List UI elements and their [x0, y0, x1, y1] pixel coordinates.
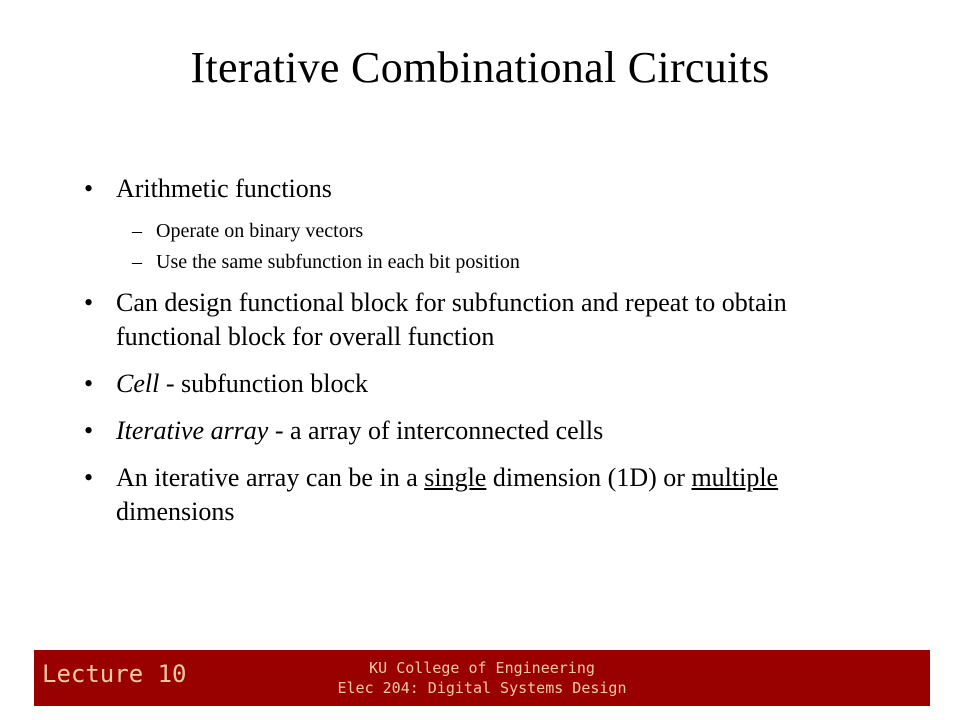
bullet-text: An iterative array can be in a — [116, 463, 425, 492]
bullet-iterative-array — [82, 414, 882, 448]
bullet-text: dimensions — [116, 497, 235, 526]
bullet-text: - subfunction block — [159, 369, 369, 398]
bullet-list — [82, 172, 882, 542]
sub-bullet-list — [82, 217, 882, 276]
footer-bar — [34, 650, 930, 706]
bullet-glyph: • — [84, 369, 94, 398]
bullet-text: - a array of interconnected cells — [268, 416, 604, 445]
bullet-cell — [82, 367, 882, 401]
bullet-glyph: • — [84, 288, 94, 317]
bullet-glyph: • — [84, 416, 94, 445]
dash-glyph: – — [132, 220, 142, 242]
dash-glyph: – — [132, 251, 142, 273]
lecture-label: Lecture 10 — [42, 660, 187, 688]
footer-course-info — [34, 658, 930, 698]
underlined-multiple: multiple — [691, 463, 779, 492]
bullet-glyph: • — [84, 174, 94, 203]
sub-bullet-same-subfunction — [82, 248, 882, 276]
sub-bullet-text: Use the same subfunction in each bit position — [156, 251, 520, 273]
bullet-text: dimension (1D) or — [486, 463, 692, 492]
bullet-text: Arithmetic functions — [116, 174, 332, 203]
underlined-single: single — [424, 463, 487, 492]
slide-title: Iterative Combinational Circuits — [190, 43, 770, 92]
bullet-glyph: • — [84, 463, 94, 492]
sub-bullet-binary-vectors — [82, 217, 882, 245]
term-iterative-array: Iterative array — [116, 416, 269, 445]
sub-bullet-text: Operate on binary vectors — [156, 220, 364, 242]
course-name: Elec 204: Digital Systems Design — [337, 679, 627, 697]
term-cell: Cell — [116, 369, 160, 398]
bullet-arithmetic — [82, 172, 882, 206]
bullet-text: Can design functional block for subfunction and repeat to obtain functional block for overall function — [116, 288, 787, 351]
college-name: KU College of Engineering — [369, 659, 595, 677]
bullet-functional-block — [82, 286, 882, 354]
bullet-dimensions — [82, 461, 882, 529]
